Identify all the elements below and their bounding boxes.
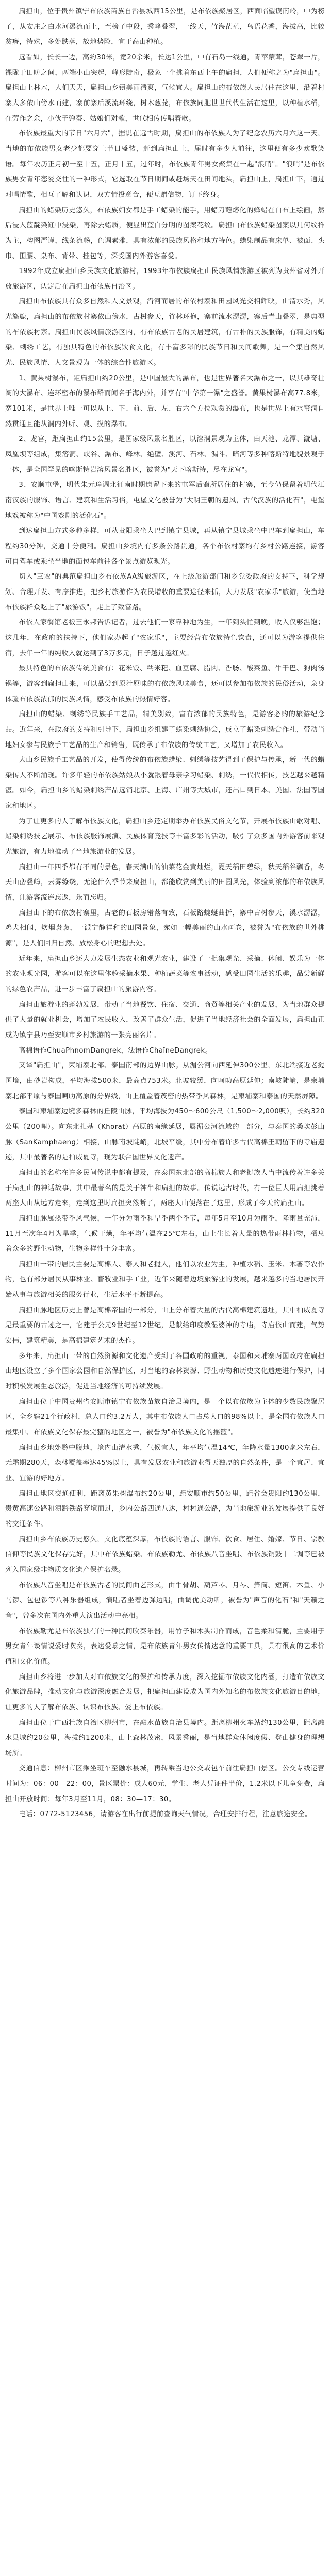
article-paragraph: 又译"扁担山"，柬埔寨北部、泰国南部的边界山脉。从湄公河向西延伸300公里，东北端接近老挝国境，由砂岩构成，平均海拔500米，最高点753米。北坡较缓，向呵叻高原延伸；南坡陡峭，是柬埔寨北部平原与泰国呵叻高原的分界线，山上覆盖着茂密的热带季风森林，是柬埔寨和泰国的天然屏障。 — [5, 1062, 325, 1100]
article-body — [5, 4, 325, 1822]
article-paragraph: 扁担山一带的居民主要是高棉人、泰人和老挝人，他们以农业为主，种植水稻、玉米、木薯等农作物，也有部分居民从事林业、畜牧业和手工业，近年来随着边境旅游业的发展，越来越多的当地居民开始从事与旅游相关的服务行业，生活水平不断提高。 — [5, 1260, 325, 1299]
article-paragraph: 布依人家餐馆老板王永邦告诉记者，过去他们一家靠种地为生，一年到头忙到晚，收入仅够温饱；这几年，在政府的扶持下，他们家办起了"农家乐"，主要经营布依族特色饮食，还可以为游客提供住宿，去年一年的纯收入就达到了3万多元，日子越过越红火。 — [5, 619, 325, 657]
article-paragraph: 扁担山的蜡染、刺绣等民族手工艺品，精美别致，富有浓郁的民族特色，是游客必购的旅游纪念品。近年来，在政府的支持和引导下，扁担山乡组建了蜡染刺绣协会，成立了蜡染刺绣合作社，带动当地妇女参与民族手工艺品的生产和销售，既传承了布依族的传统工艺，又增加了农民收入。 — [5, 710, 325, 749]
article-paragraph: 最具特色的布依族传统美食有：花米饭、糯米粑、血豆腐、腊肉、香肠、酸菜鱼、牛干巴、狗肉汤锅等，游客到扁担山来，可以品尝到原汁原味的布依族风味美食，还可以参加布依族的民俗活动，亲身体验布依族浓郁的民族风情，感受布依族的热情好客。 — [5, 665, 325, 703]
article-paragraph: 为了让更多的人了解布依族文化，扁担山乡还定期举办布依族民俗文化节，开展布依族山歌对唱、蜡染刺绣技艺展示、布依族服饰展演、民族体育竞技等丰富多彩的活动，吸引了众多国内外游客前来观光旅游，有力地推动了当地旅游业的发展。 — [5, 817, 325, 856]
article-paragraph: 扁担山脉属热带季风气候，一年分为雨季和旱季两个季节，每年5月至10月为雨季，降雨量充沛，11月至次年4月为旱季，气候干燥，年平均气温在25℃左右，山上生长着大量的热带雨林植物，栖息着众多的野生动物，生物多样性十分丰富。 — [5, 1214, 325, 1253]
article-paragraph: 扁担山，位于贵州镇宁布依族苗族自治县城西15公里，是布依族聚居区，西面临望谟南岭，中为榜子，从安庄之白水河瀑流而上，至榜子中段，秀峰叠翠，一线天，竹海茫茫，鸟语花香，海拔高，比较贫瘠，特殊，多处跌落，故地势险，宜于高山种植。 — [5, 8, 325, 46]
article-paragraph: 泰国和柬埔寨边境多森林的丘陵山脉，平均海拔为450～600公尺（1,500～2,000呎），长约320公里（200哩）。向东北扎基（Khorat）高原的南缘延展，属湄公河流域的一部分，与泰国的桑坎彭山脉（SanKamphaeng）相接，山脉南坡陡峭，北坡平缓，其中分布着许多古代高棉王朝留下的寺庙遗迹，其中最著名的是柏威夏寺，现为联合国世界文化遗产。 — [5, 1108, 325, 1162]
article-paragraph: 1992年成立扁担山乡民族文化旅游村，1993年布依族扁担山民族风情旅游区被列为贵州省对外开放旅游区，认定后在扁担山布依族自治区。 — [5, 267, 325, 291]
article-paragraph: 布依族最重大的节日"六月六"，据说在远古时期，扁担山的布依族人为了纪念农历六月六这一天，当地的布依族男女老少都要穿上节日盛装，赶到扁担山上，届时有多少人前往，这里便有多少欢歌笑语。每年农历正月初一至十五，正月十五，过年时，布依族青年男女聚集在一起"浪哨"。"浪哨"是布依族男女青年恋爱交往的一种形式，它选取在节日期间或赶场天在田间地头，扁担山上，扁担山下，通过对唱情歌，相互了解和认识，双方情投意合，便互赠信物，订下终身。 — [5, 130, 325, 199]
article-paragraph: 扁担山的名称在许多民间传说中都有提及，在泰国东北部的高棉族人和老挝族人当中流传着许多关于扁担山的神话故事，其中最著名的是关于神牛和扁担的故事。传说远古时代，有一位巨人用扁担挑着两座大山从远方走来，走到这里时扁担突然断了，两座大山便落在了这里，形成了今天的扁担山。 — [5, 1168, 325, 1208]
article-paragraph: 多年来，扁担山一带的自然资源和文化遗产受到了各国政府的重视，泰国和柬埔寨两国政府在扁担山地区设立了多个国家公园和自然保护区，对当地的森林资源、野生动物和历史文化遗迹进行保护，同时积极发展生态旅游，促进当地经济的可持续发展。 — [5, 1352, 325, 1391]
article-paragraph: 扁担山乡布依族历史悠久，文化底蕴深厚，布依族的语言、服饰、饮食、居住、婚嫁、节日、宗教信仰等民族文化保存完好，其中布依族蜡染、布依族勒尤、布依族八音坐唱、布依族铜鼓十二调等已被列入国家级非物质文化遗产保护名录。 — [5, 1535, 325, 1574]
article-paragraph: 扁担山下的布依族村寨里，古老的石板房错落有致，石板路蜿蜒曲折，寨中古树参天，溪水潺潺，鸡犬相闻，炊烟袅袅，一派宁静祥和的田园景象，宛如一幅美丽的山水画卷，被誉为"布依族的世外桃源"，是人们回归自然、放松身心的理想去处。 — [5, 909, 325, 948]
article-paragraph: 到达扁担山方式多种多样，可从贵阳乘坐大巴到镇宁县城，再从镇宁县城乘坐中巴车到扁担山，车程约30分钟，交通十分便利。扁担山乡境内有多条公路贯通，各个布依村寨均有乡村公路连接，游客可自驾车或乘坐当地的面包车前往各个景点游览观光。 — [5, 527, 325, 566]
article-paragraph: 扁担山位于中国贵州省安顺市镇宁布依族苗族自治县境内，是一个以布依族为主体的少数民族聚居区，全乡辖21个行政村，总人口约3.2万人，其中布依族人口占总人口的98%以上，是全国布依族人口最集中、布依族文化保存最完整的地区之一，被誉为"布依族文化的摇篮"。 — [5, 1398, 325, 1437]
article-paragraph: 2、龙宫，距扁担山约15公里，是国家级风景名胜区，以溶洞景观为主体，由天池、龙潭、漩塘、凤凰坝等组成，集溶洞、峡谷、瀑布、峰林、绝壁、溪河、石林、漏斗、暗河等多种喀斯特地貌景观于一体，是全国罕见的喀斯特岩溶风景名胜区，被誉为"天下喀斯特，尽在龙宫"。 — [5, 435, 325, 474]
article-paragraph: 扁担山的蜡染历史悠久，布依族妇女都是手工蜡染的能手，用蜡刀蘸熔化的蜂蜡在白布上绘画，然后浸入蓝靛染缸中浸染，再除去蜡质，便显出蓝白分明的图案花纹。扁担山布依族蜡染图案以几何纹样为主，构图严谨，线条流畅，色调素雅，具有浓郁的民族风格和地方特色。蜡染制品有床单、被面、头巾、围腰、桌布、背带、挂包等，深受国内外游客喜爱。 — [5, 206, 325, 260]
article-paragraph: 1、黄果树瀑布，距扁担山约20公里，是中国最大的瀑布，也是世界著名大瀑布之一，以其雄奇壮阔的大瀑布、连环密布的瀑布群而闻名于海内外，并享有"中华第一瀑"之盛誉。黄果树瀑布高77.8米，宽101米，是世界上唯一可以从上、下、前、后、左、右六个方位观赏的瀑布，也是世界上有水帘洞自然贯通且能从洞内外听、观、摸的瀑布。 — [5, 374, 325, 428]
article-paragraph: 交通信息：柳州市区乘坐班车至融水县城，再转乘当地公交或包车前往扁担山景区。公交专线运营时间为：06：00—22：00，景区票价：成人60元，学生、老人凭证件半价，1.2米以下儿童免费，扁担山开放时间：每年3月至11月，08：30—17：30。 — [5, 1765, 325, 1803]
article-paragraph: 扁担山乡将进一步加大对布依族文化的保护和传承力度，深入挖掘布依族文化内涵，打造布依族文化旅游品牌，推动文化与旅游深度融合发展，把扁担山建设成为国内外知名的布依族文化旅游目的地，让更多的人了解布依族、认识布依族、爱上布依族。 — [5, 1673, 325, 1711]
article-paragraph: 高棉语作ChuaPhnomDangrek，法语作ChaîneDangrek。 — [19, 1046, 212, 1055]
article-paragraph: 大山乡民族手工艺品的开发，使得传统的布依族蜡染、刺绣等技艺得到了保护与传承，新一代的蜡染传人不断涌现。许多年轻的布依族姑娘从小就跟着母亲学习蜡染、刺绣，一代代相传，技艺越来越精湛。如今，扁担山乡的蜡染刺绣产品远销北京、上海、广州等大城市，还出口到日本、美国、法国等国家和地区。 — [5, 756, 325, 810]
article-paragraph: 扁担山一年四季都有不同的景色，春天满山的油菜花金黄灿烂，夏天稻田碧绿，秋天稻谷飘香，冬天山峦叠嶂，云雾缭绕，无论什么季节来扁担山，都能欣赏到美丽的田园风光，体验到浓郁的布依族风情，让游客流连忘返，乐而忘归。 — [5, 863, 325, 902]
article-paragraph: 电话：0772-5123456，请游客在出行前提前查询天气情况，合理安排行程，注意旅途安全。 — [19, 1810, 312, 1819]
article-paragraph: 远看如，长长一边，高约30米，宽20余米，长达1公里，中有石岛一线通，青苹蒙茸，苍翠一片，裸陇于田畴之间，两端小山突起，峰形陡奇，极象一个挑着东西上午的扁担，人们便称之为"扁担山"。扁担山上林木，人们天天，扁担山乡镇美丽清爽，气候宜人。扁担山的布依族人民居住在这里，沿着村寨大多依山傍水而建，寨前寨后溪流环绕，树木葱茏，布依族同胞世世代代生活在这里，以种植水稻，在劳作之余，小伙子弹奏、姑娘们对歌，世代相传传唱着歌。 — [5, 53, 325, 123]
article-paragraph: 近年来，扁担山乡还大力发展生态农业和观光农业，建设了一批集观光、采摘、休闲、娱乐为一体的农业观光园，游客可以在这里体验采摘水果、种植蔬菜等农事活动，感受田园生活的乐趣，品尝新鲜的绿色农产品，进一步丰富了扁担山的旅游内容。 — [5, 955, 325, 993]
article-paragraph: 布依族八音坐唱是布依族古老的民间曲艺形式，由牛骨胡、葫芦琴、月琴、箫筒、短笛、木鱼、小马锣、包包锣等八种乐器组成，演唱者坐着边弹边唱，曲调优美动听，被誉为"声音的化石"和"天籁之音"，曾多次在国内外重大演出活动中亮相。 — [5, 1581, 325, 1620]
article-paragraph: 3、安顺屯堡，明代朱元璋调北征南时期遗留下来的屯军后裔所居住的村寨，至今仍保留着明代江南汉族的服饰、语言、建筑和生活习俗，屯堡文化被誉为"大明王朝的遗风，古代汉族的活化石"，屯堡地戏被称为"中国戏剧的活化石"。 — [5, 481, 325, 520]
article-paragraph: 扁担山布依族具有众多自然和人文景观，沿河而居的布依村寨和田园风光交相辉映，山清水秀，风光旖旎，扁担山的布依族村寨依山傍水，古树参天，竹林环抱，寨前流水潺潺，寨后青山叠翠，是典型的布依族村寨。扁担山民族风情旅游区内，有布依族古老的民居建筑，有古朴的民族服饰，有精美的蜡染、刺绣工艺，有独具特色的布依族饮食文化，有丰富多彩的民族节日和民间歌舞，是一个集自然风光、民族风情、人文景观为一体的综合性旅游区。 — [5, 298, 325, 367]
article-paragraph: 扁担山地区交通便利，距离黄果树瀑布约20公里，距安顺市约50公里，距省会贵阳约130公里，贵黄高速公路和滇黔铁路穿境而过，乡内公路四通八达，村村通公路，为当地旅游业的发展提供了良好的交通条件。 — [5, 1489, 325, 1528]
article-paragraph: 扁担山位于广西壮族自治区柳州市，在融水苗族自治县境内。距离柳州火车站约130公里，距离融水县城约20公里，海拔约1200米，山上森林茂密，风景秀丽，是当地群众休闲度假、登山健身的理想场所。 — [5, 1719, 325, 1757]
article-paragraph: 扁担山乡地处黔中腹地，境内山清水秀，气候宜人，年平均气温14℃，年降水量1300毫米左右，无霜期280天，森林覆盖率达45%以上，具有发展农业和旅游业得天独厚的自然条件，是一个宜居、宜业、宜游的好地方。 — [5, 1444, 325, 1482]
article-paragraph: 布依族勒尤是布依族独有的一种民间吹奏乐器，用竹子和木头制作而成，音色柔和清脆，主要用于男女青年谈情说爱时吹奏，表达爱慕之情，是布依族青年男女传情达意的重要工具，具有很高的艺术价值和文化价值。 — [5, 1627, 325, 1666]
article-paragraph: 扁担山脉地区历史上曾是高棉帝国的一部分，山上分布着大量的古代高棉建筑遗址，其中柏威夏寺是最重要的古迹之一，它建于公元9世纪至12世纪，是献给印度教湿婆神的寺庙，寺庙依山而建，气势宏伟，建筑精美，是高棉建筑艺术的杰作。 — [5, 1306, 325, 1345]
article-paragraph: 扁担山旅游业的蓬勃发展，带动了当地餐饮、住宿、交通、商贸等相关产业的发展，为当地群众提供了大量的就业机会，增加了农民收入，改善了群众生活，促进了当地经济社会的全面发展，扁担山正成为镇宁县乃至安顺市乡村旅游的一张亮丽名片。 — [5, 1001, 325, 1039]
article-paragraph: 切入"三农"的典范扁担山乡布依族AA级旅游区，在上级旅游部门和乡党委政府的支持下，科学规划、合理开发、有序推进，把乡村旅游作为农民增收的重要途径来抓，大力发展"农家乐"旅游，使当地布依族群众吃上了"旅游饭"，走上了致富路。 — [5, 573, 325, 612]
